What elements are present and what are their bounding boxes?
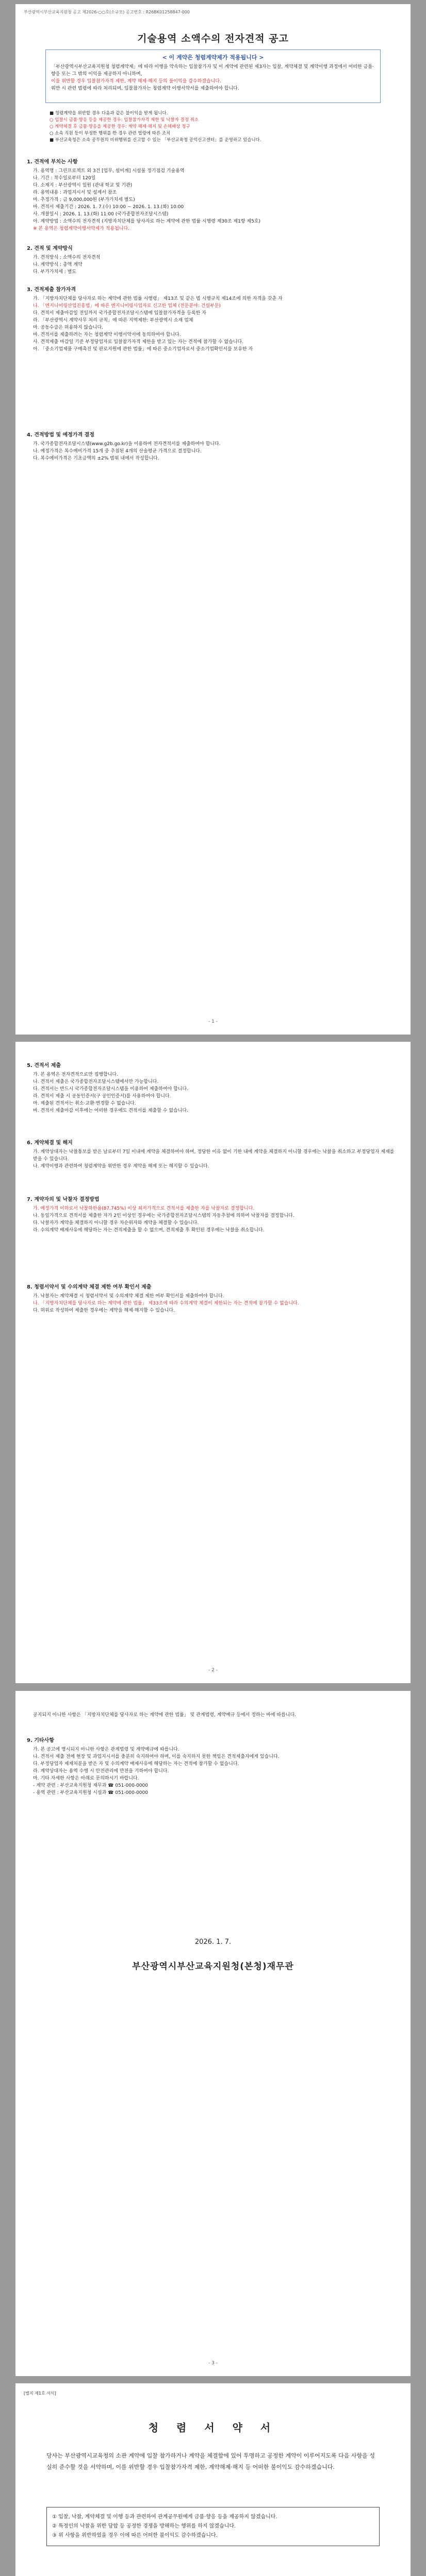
page-number: - 2 - [208, 1668, 218, 1673]
section-item: 나. 예정가격은 복수예비가격 15개 중 추첨된 4개의 산술평균 가격으로 결정합니다. [33, 449, 202, 454]
section-item: 다. 소재지 : 부산광역시 일원 (관내 학교 및 기관) [33, 183, 133, 188]
page-title: 기술용역 소액수의 전자견적 공고 [137, 33, 289, 44]
section-item: - 계약 관련 : 부산교육지원청 재무과 ☎ 051-000-0000 [33, 1783, 148, 1788]
integrity-notice-box [45, 49, 381, 103]
section-item: 가. 「지방자치단체를 당사자로 하는 계약에 관한 법률 시행령」 제13조 및 같은 법 시행규칙 제14조에 의한 자격을 갖춘 자 [33, 296, 283, 301]
section-heading: 9. 기타사항 [27, 1738, 54, 1743]
section-item: 바. 견적서 제출기간 : 2026. 1. 7.(수) 10:00 ~ 2026. 1. 13.(화) 10:00 [33, 205, 184, 210]
section-item: 가. 예정가격 이하로서 낙찰하한율(87.745%) 이상 최저가격으로 견적서를 제출한 자를 낙찰자로 결정합니다. [33, 1206, 255, 1211]
section-heading: 8. 청렴서약서 및 수의계약 체결 제한 여부 확인서 제출 [27, 1284, 152, 1290]
section-9 [27, 1737, 399, 1797]
pledge-body: 당사는 부산광역시교육청의 소관 계약에 입찰 참가하거나 계약을 체결함에 있어 투명하고 공정한 계약이 이루어지도록 다음 사항을 성실히 준수할 것을 서약하며, 이를 위반할 경우 입찰참가자격 제한, 계약해제·해지 등 어떠한 불이익도 감수하겠습니다. [46, 2452, 375, 2470]
pledge-item: ③ 위 사항을 위반하였을 경우 이에 따른 어떠한 불이익도 감수하겠습니다. [52, 2533, 218, 2538]
section-item: 바. 견적서 제출마감 이후에는 어떠한 경우에도 견적서를 제출할 수 없습니다. [33, 1108, 188, 1113]
closing-note [27, 1711, 399, 1719]
section-item: 가. 낙찰자는 계약체결 시 청렴서약서 및 수의계약 체결 제한 여부 확인서를 제출하여야 합니다. [33, 1294, 224, 1299]
section-heading: 7. 계약자의 및 낙찰자 결정방법 [27, 1197, 100, 1202]
section-item: 가. 견적방식 : 소액수의 전자견적 [33, 255, 101, 260]
bullet-line: ○ 소속 직원 등이 부정한 행위를 한 경우 관련 법령에 따른 조치 [50, 131, 171, 136]
section-item: 사. 개찰일시 : 2026. 1. 13.(화) 11:00 (국가종합전자조달시스템) [33, 212, 169, 217]
section-item: 바. 견적서를 제출하려는 자는 청렴계약 이행서약서에 동의하여야 합니다. [33, 332, 181, 337]
section-item: 라. 계약상대자는 용역 수행 시 안전관리에 만전을 기하여야 합니다. [33, 1769, 169, 1774]
announcement-page-3 [15, 1691, 411, 2376]
bullet-line: ○ 계약체결 후 금품·향응을 제공한 경우: 계약 해제·해지 및 손해배상 청구 [50, 124, 190, 129]
section-item: 라. 「부산광역시 계약사무 처리 규칙」에 따른 지역제한: 부산광역시 소재 업체 [33, 318, 193, 323]
pledge-items-box [46, 2507, 380, 2546]
section-heading: 3. 견적제출 참가자격 [27, 287, 76, 293]
section-item: 다. 복수예비가격은 기초금액의 ±2% 범위 내에서 작성합니다. [33, 456, 159, 461]
section-item: 가. 계약상대자는 낙찰통보를 받은 날로부터 7일 이내에 계약을 체결하여야 하며, 정당한 이유 없이 기한 내에 계약을 체결하지 아니할 경우에는 낙찰을 취소하고 부정당업자 제재를 받을 수 있습니다. [33, 1149, 395, 1162]
section-item: 다. 허위로 작성하여 제출한 경우에는 계약을 해제·해지할 수 있습니다. [33, 1308, 175, 1313]
announcement-date: 2026. 1. 7. [194, 1938, 232, 1946]
section-item: 가. 용역명 : 그린프로젝트 외 3건 [업무, 설비계] 시설물 정기점검 기술용역 [33, 168, 185, 174]
section-item: 마. 추정가격 : 금 9,000,000원 (부가가치세 별도) [33, 197, 135, 202]
pledge-item: ① 입찰, 낙찰, 계약체결 및 이행 등과 관련하여 관계공무원에게 금품·향응 등을 제공하지 않겠습니다. [52, 2514, 277, 2520]
section-item: 나. 계약방식 : 총액 계약 [33, 262, 83, 267]
announcement-page-1 [15, 4, 411, 1035]
section-heading: 5. 견적서 제출 [27, 1063, 61, 1069]
section-3 [27, 286, 399, 353]
penalty-bullets [50, 110, 390, 144]
section-7 [27, 1196, 399, 1234]
section-6 [27, 1140, 399, 1170]
notice-line: 위반 시 관련 법령에 따라 처리되며, 입찰참가자는 청렴계약 이행서약서를 제출하여야 합니다. [51, 86, 239, 91]
doc-header: 부산광역시부산교육지원청 공고 제2026-○○호(소규모) 공고번호 : R26BK01258847-000 [24, 10, 190, 14]
page-number: - 1 - [208, 1019, 218, 1024]
page-number: - 3 - [208, 2361, 218, 2366]
section-item: 나. 견적서 제출은 국가종합전자조달시스템에서만 가능합니다. [33, 1079, 159, 1084]
section-item: 가. 국가종합전자조달시스템(www.g2b.go.kr)을 이용하여 전자견적서를 제출하여야 합니다. [33, 442, 221, 447]
section-item: 가. 본 공고에 명시되지 아니한 사항은 관계법령 및 계약예규에 따릅니다. [33, 1747, 179, 1752]
section-item: 가. 본 용역은 전자견적으로만 집행합니다. [33, 1072, 118, 1077]
section-2 [27, 245, 399, 276]
form-tag: [별지 제1호 서식] [24, 2391, 56, 2396]
section-item: 다. 낙찰자가 계약을 체결하지 아니할 경우 차순위자와 계약을 체결할 수 있습니다. [33, 1221, 199, 1226]
section-heading: 1. 견적에 부치는 사항 [27, 159, 78, 165]
pledge-title: 청 렴 서 약 서 [148, 2421, 278, 2434]
notice-body [51, 63, 375, 92]
bullet-line: ■ 부산교육청은 소속 공무원의 비위행위를 신고할 수 있는 「부산교육청 공익신고센터」를 운영하고 있습니다. [50, 138, 261, 143]
section-item: 나. 계약이행과 관련하여 청렴계약을 위반한 경우 계약을 해제 또는 해지할 수 있습니다. [33, 1164, 209, 1169]
section-item: 아. 「중소기업제품 구매촉진 및 판로지원에 관한 법률」에 따른 중소기업자로서 중소기업확인서를 보유한 자 [33, 347, 253, 352]
section-5 [27, 1062, 399, 1114]
notice-title: < 이 계약은 청렴계약제가 적용됩니다 > [162, 54, 264, 61]
section-item: 마. 기타 자세한 사항은 아래로 문의하시기 바랍니다. [33, 1776, 139, 1781]
section-item: 아. 계약방법 : 소액수의 전자견적 (지방자치단체를 당사자로 하는 계약에 관한 법률 시행령 제30조 제1항 제5호) [33, 219, 261, 224]
section-item: 마. 공동수급은 허용하지 않습니다. [33, 325, 104, 330]
note-text: 공지되지 아니한 사항은 「지방자치단체를 당사자로 하는 계약에 관한 법률」 및 관계법령, 계약예규 등에서 정하는 바에 따릅니다. [33, 1713, 297, 1718]
bullet-line: ○ 입찰시 금품·향응 등을 제공한 경우: 입찰참가자격 제한 및 낙찰자 결정 취소 [50, 117, 199, 123]
section-item: 마. 제출된 견적서는 취소·교환·변경할 수 없습니다. [33, 1101, 136, 1106]
section-item: 나. 동일가격으로 견적서를 제출한 자가 2인 이상인 경우에는 국가종합전자조달시스템의 자동추첨에 의하여 낙찰자를 결정합니다. [33, 1213, 294, 1218]
section-1 [27, 159, 399, 232]
section-item: 나. 기간 : 착수일로부터 120일 [33, 176, 96, 181]
section-item: 다. 견적서 제출마감일 전일까지 국가종합전자조달시스템에 입찰참가자격을 등록한 자 [33, 311, 206, 316]
bullet-line: ■ 청렴계약을 위반할 경우 다음과 같은 불이익을 받게 됩니다. [50, 111, 168, 116]
issuing-organization: 부산광역시부산교육지원청(본청)재무관 [132, 1961, 294, 1972]
section-item: 나. 견적서 제출 전에 현장 및 과업지시서를 충분히 숙지하여야 하며, 이를 숙지하지 못한 책임은 견적제출자에게 있습니다. [33, 1754, 280, 1759]
section-item: 다. 부가가치세 : 별도 [33, 269, 77, 275]
section-heading: 2. 견적 및 계약방식 [27, 246, 73, 251]
section-item: - 용역 관련 : 부산교육지원청 시설과 ☎ 051-000-0000 [33, 1790, 148, 1795]
section-item: 라. 견적서 제출 시 공동인증서(구 공인인증서)를 사용하여야 합니다. [33, 1094, 171, 1099]
section-4 [27, 432, 399, 462]
section-heading: 6. 계약체결 및 해지 [27, 1140, 73, 1146]
announcement-page-2 [15, 1042, 411, 1683]
pledge-item: ② 특정인의 낙찰을 위한 담합 등 공정한 경쟁을 방해하는 행위를 하지 않겠습니다. [52, 2523, 236, 2529]
section-item: 나. 「지방자치단체를 당사자로 하는 계약에 관한 법률」 제33조에 따라 수의계약 체결이 제한되는 자는 견적에 참가할 수 없습니다. [33, 1301, 299, 1306]
section-item: ※ 본 용역은 청렴계약이행서약제가 적용됩니다. [33, 226, 130, 231]
notice-line: 「부산광역시부산교육지원청 청렴계약제」에 따라 이행을 약속하는 입찰참가자 및 이 계약에 관련된 제3자는 입찰, 계약체결 및 계약이행 과정에서 어떠한 금품·향응 또는 그 밖의 이익을 제공하지 아니하며, [51, 64, 374, 77]
section-heading: 4. 견적방법 및 예정가격 결정 [27, 432, 94, 438]
section-item: 다. 부정당업자 제재처분을 받은 자 및 수의계약 배제사유에 해당하는 자는 견적에 참가할 수 없습니다. [33, 1761, 239, 1767]
notice-line: 이를 위반할 경우 입찰참가자격 제한, 계약 해제·해지 등의 불이익을 감수하겠습니다. [51, 79, 221, 84]
section-item: 라. 수의계약 배제사유에 해당하는 자는 견적제출을 할 수 없으며, 견적제출 후 확인된 경우에는 낙찰을 취소합니다. [33, 1228, 265, 1233]
section-8 [27, 1284, 399, 1314]
section-item: 나. 「엔지니어링산업진흥법」에 따른 엔지니어링사업자로 신고한 업체 (전문분야: 건설부문) [33, 303, 221, 309]
section-item: 라. 용역내용 : 과업지시서 및 설계서 참조 [33, 190, 117, 195]
section-item: 사. 견적제출 마감일 기준 부정당업자로 입찰참가자격 제한을 받고 있는 자는 견적에 참가할 수 없습니다. [33, 340, 244, 345]
integrity-pledge-page [15, 2383, 411, 2576]
section-item: 다. 견적서는 반드시 국가종합전자조달시스템을 이용하여 제출하여야 합니다. [33, 1087, 189, 1092]
